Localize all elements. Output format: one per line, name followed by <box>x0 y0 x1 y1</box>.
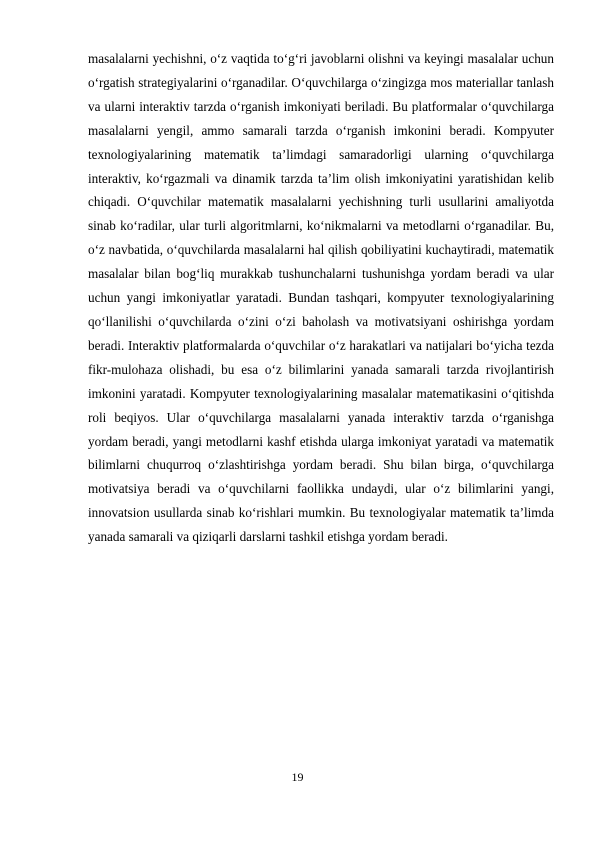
page-number: 19 <box>291 770 304 784</box>
body-paragraph: masalalarni yechishni, o‘z vaqtida to‘g‘ri javoblarni olishni va keyingi masalalar uchun o‘rgatish strategiyalarini o‘rganadilar. O‘quvchilarga o‘zingizga mos materiallar tanlash va ularni interaktiv tarzda o‘rganish imkoniyati beriladi. Bu platformalar o‘quvchilarga masalalarni yengil, ammo samarali tarzda o‘rganish imkonini beradi. Kompyuter texnologiyalarining matematik ta’limdagi samaradorligi ularning o‘quvchilarga interaktiv, ko‘rgazmali va dinamik tarzda ta’lim olish imkoniyatini yaratishidan kelib chiqadi. O‘quvchilar matematik masalalarni yechishning turli usullarini amaliyotda sinab ko‘radilar, ular turli algoritmlarni, ko‘nikmalarni va metodlarni o‘rganadilar. Bu, o‘z navbatida, o‘quvchilarda masalalarni hal qilish qobiliyatini kuchaytiradi, matematik masalalar bilan bog‘liq murakkab tushunchalarni tushunishga yordam beradi va ular uchun yangi imkoniyatlar yaratadi. Bundan tashqari, kompyuter texnologiyalarining qo‘llanilishi o‘quvchilarda o‘zini o‘zi baholash va motivatsiyani oshirishga yordam beradi. Interaktiv platformalarda o‘quvchilar o‘z harakatlari va natijalari bo‘yicha tezda fikr-mulohaza olishadi, bu esa o‘z bilimlarini yanada samarali tarzda rivojlantirish imkonini yaratadi. Kompyuter texnologiyalarining masalalar matematikasini o‘qitishda roli beqiyos. Ular o‘quvchilarga masalalarni yanada interaktiv tarzda o‘rganishga yordam beradi, yangi metodlarni kashf etishda ularga imkoniyat yaratadi va matematik bilimlarni chuqurroq o‘zlashtirishga yordam beradi. Shu bilan birga, o‘quvchilarga motivatsiya beradi va o‘quvchilarni faollikka undaydi, ular o‘z bilimlarini yangi, innovatsion usullarda sinab ko‘rishlari mumkin. Bu texnologiyalar matematik ta’limda yanada samarali va qiziqarli darslarni tashkil etishga yordam beradi. <box>88 51 554 545</box>
